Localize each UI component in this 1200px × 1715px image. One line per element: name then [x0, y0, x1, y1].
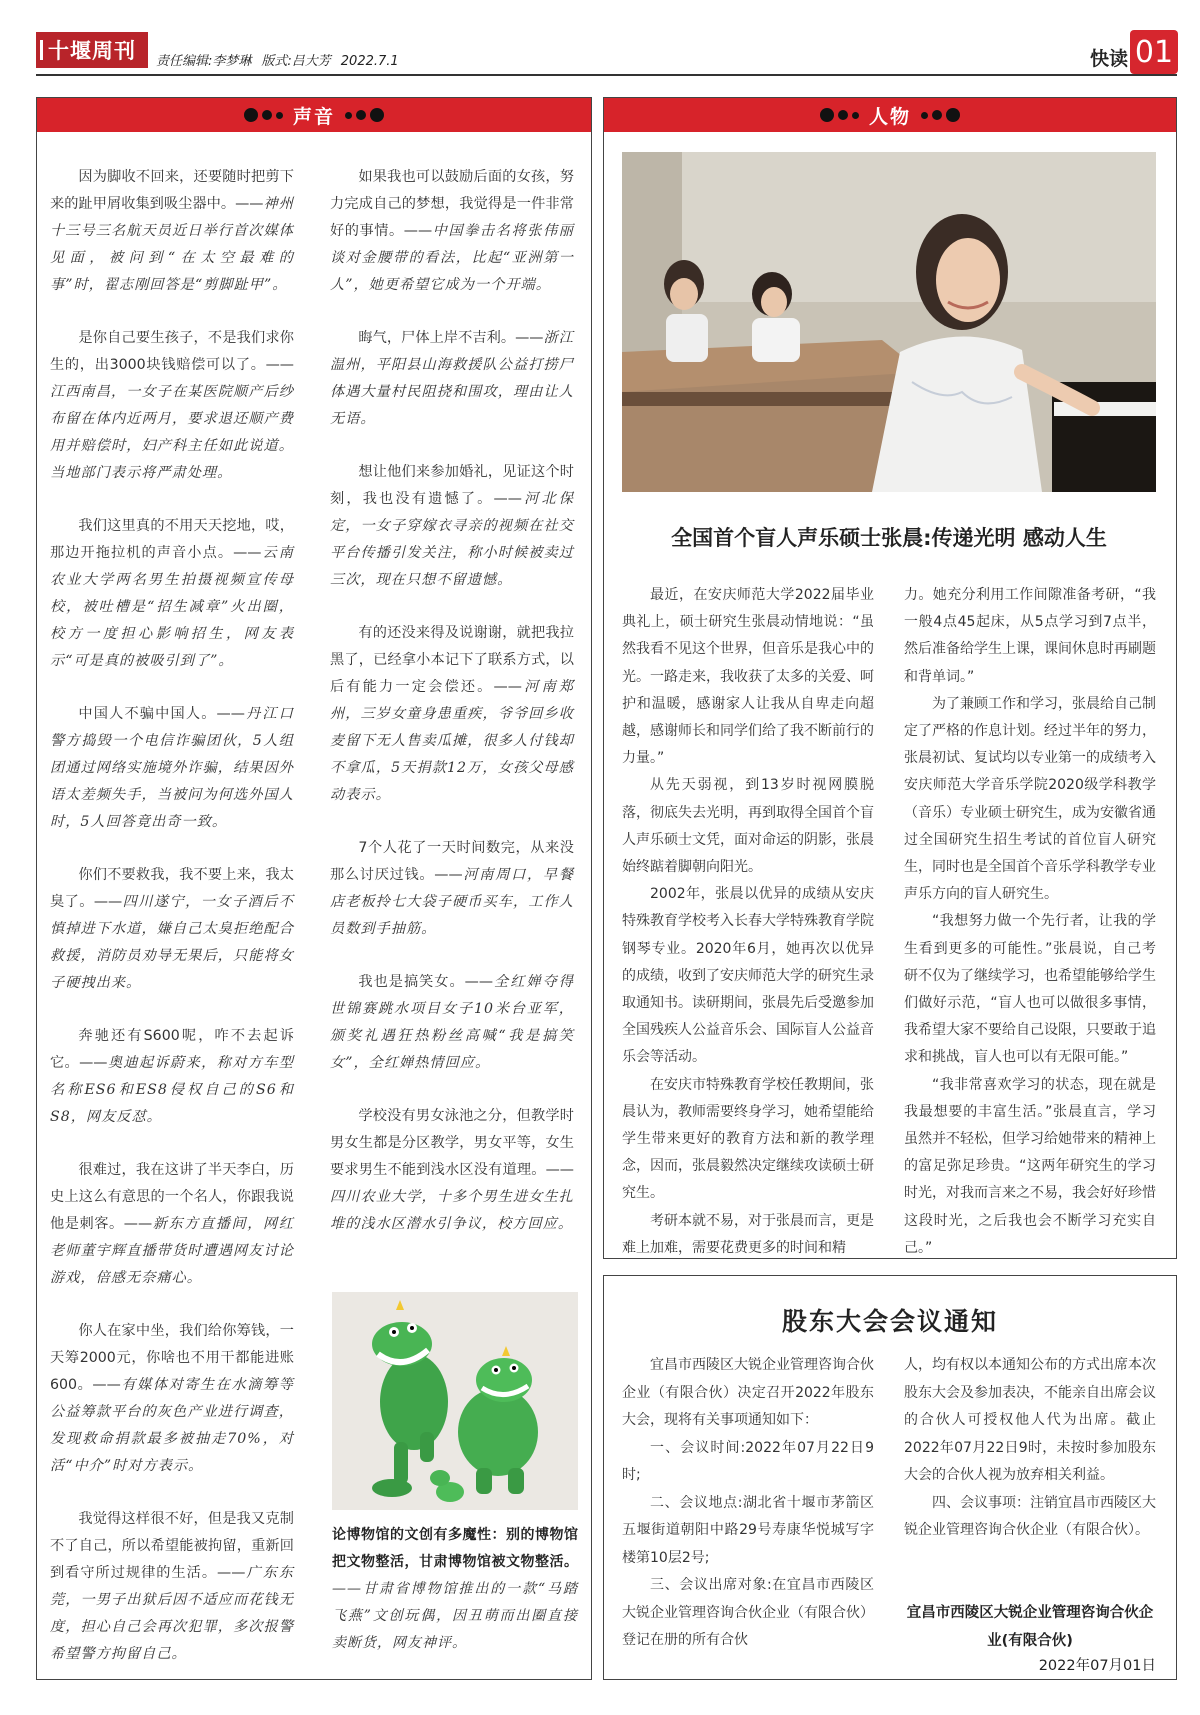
paragraph: 为了兼顾工作和学习，张晨给自己制定了严格的作息计划。经过半年的努力，张晨初试、复试均以专业第一的成绩考入安庆师范大学音乐学院2020级学科教学（音乐）专业硕士研究生，成为安徽省通过全国研究生招生考试的首位盲人研究生，同时也是全国首个音乐学科教学专业声乐方向的盲人研究生。	[904, 695, 1156, 903]
voice-item	[50, 1506, 294, 1668]
classroom-piano-illustration	[622, 152, 1156, 492]
voice-source: 河南郑州，三岁女童身患重疾，爷爷回乡收麦留下无人售卖瓜摊，很多人付钱却不拿瓜，5天捐款12万，女孩父母感动表示。	[330, 679, 574, 803]
voice-item	[50, 325, 294, 487]
voice-source: 中国拳击名将张伟丽谈对金腰带的看法，比起“亚洲第一人”，她更希望它成为一个开端。	[330, 223, 574, 293]
voice-quote: 你们不要救我，我不要上来，我太臭了。——	[50, 867, 294, 910]
paragraph: 考研本就不易，对于张晨而言，更是难上加难，需要花费更多的时间和精	[622, 1212, 874, 1256]
person-headline: 全国首个盲人声乐硕士张晨:传递光明 感动人生	[671, 526, 1107, 550]
voice-quote: 晦气，尸体上岸不吉利。——	[358, 330, 544, 346]
voice-quote: 如果我也可以鼓励后面的女孩，努力完成自己的梦想，我觉得是一件非常好的事情。——	[330, 169, 574, 239]
notice-title: 股东大会会议通知	[781, 1307, 998, 1336]
voice-source: 新东方直播间，网红老师董宇辉直播带货时遭遇网友讨论游戏，倍感无奈痛心。	[50, 1216, 294, 1286]
paragraph: “我非常喜欢学习的状态，现在就是我最想要的丰富生活。”张晨直言，学习虽然并不轻松，但学习给她带来的精神上的富足弥足珍贵。“这两年研究生的学习时光，对我而言来之不易，我会好好珍惜这段时光，之后我也会不断学习充实自己。”	[904, 1076, 1156, 1256]
voice-item	[50, 1023, 294, 1131]
page-number: 01	[1130, 30, 1178, 74]
caption-source: ——甘肃省博物馆推出的一款“马踏飞燕”文创玩偶，因丑萌而出圈直接卖断货，网友神评。	[332, 1581, 578, 1651]
voice-quote: 因为脚收不回来，还要随时把剪下来的趾甲屑收集到吸尘器中。——	[50, 169, 294, 212]
notice-left-column	[622, 1352, 874, 1655]
voice-item	[330, 1103, 574, 1238]
paragraph: 人，均有权以本通知公布的方式出席本次股东大会及参加表决，不能亲自出席会议的合伙人可授权他人代为出席。截止2022年07月22日9时，未按时参加股东大会的合伙人视为放弃相关利益。	[904, 1357, 1156, 1483]
notice-date: 2022年07月01日	[1038, 1658, 1156, 1674]
paragraph: “我想努力做一个先行者，让我的学生看到更多的可能性。”张晨说，自己考研不仅为了继续学习，也希望能够给学生们做好示范，“盲人也可以做很多事情，我希望大家不要给自己设限，只要敢于追求和挑战，盲人也可以有无限可能。”	[904, 913, 1156, 1066]
voice-item	[330, 835, 574, 943]
dinosaur-caption	[332, 1522, 578, 1657]
voice-item	[50, 701, 294, 836]
voices-title: 声音	[292, 105, 335, 128]
dinosaur-plush-illustration	[332, 1292, 578, 1510]
paragraph: 最近，在安庆师范大学2022届毕业典礼上，硕士研究生张晨动情地说：“虽然我看不见这个世界，但音乐是我心中的光。一路走来，我收获了太多的关爱、呵护和温暖，感谢家人让我从自卑走向超越，感谢师长和同学们给了我不断前行的力量。”	[622, 587, 874, 767]
paragraph: 力。她充分利用工作间隙准备考研，“我一般4点45起床，从5点学习到7点半，然后准备给学生上课，课间休息时再刷题和背单词。”	[904, 587, 1156, 685]
voice-source: 江西南昌，一女子在某医院顺产后纱布留在体内近两月，要求退还顺产费用并赔偿时，妇产科主任如此说道。当地部门表示将严肃处理。	[50, 384, 294, 481]
paragraph: 2002年，张晨以优异的成绩从安庆特殊教育学校考入长春大学特殊教育学院钢琴专业。2020年6月，她再次以优异的成绩，收到了安庆师范大学的研究生录取通知书。读研期间，张晨先后受邀参加全国残疾人公益音乐会、国际盲人公益音乐会等活动。	[622, 886, 874, 1066]
editor-line: 责任编辑:李梦琳 版式:吕大芳 2022.7.1	[156, 54, 399, 69]
person-title: 人物	[868, 105, 911, 128]
voice-source: 全红婵夺得世锦赛跳水项目女子10米台亚军，颁奖礼遇狂热粉丝高喊“我是搞笑女”，全红婵热情回应。	[330, 974, 574, 1071]
notice-signer: 宜昌市西陵区大锐企业管理咨询合伙企业(有限合伙)	[906, 1605, 1154, 1649]
voice-source: 广东东莞，一男子出狱后因不适应而花钱无度，担心自己会再次犯罪，多次报警希望警方拘留自己。	[50, 1565, 294, 1662]
voice-item	[50, 513, 294, 675]
voice-quote: 奔驰还有S600呢，咋不去起诉它。——	[50, 1028, 294, 1071]
person-band	[604, 98, 1176, 132]
paragraph: 在安庆市特殊教育学校任教期间，张晨认为，教师需要终身学习，她希望能给学生带来更好的教育方法和新的教学理念，因而，张晨毅然决定继续攻读硕士研究生。	[622, 1076, 874, 1202]
voice-quote: 学校没有男女泳池之分，但教学时男女生都是分区教学，男女平等，女生要求男生不能到浅水区没有道理。——	[330, 1108, 574, 1178]
voice-source: 有媒体对寄生在水滴筹等公益筹款平台的灰色产业进行调查，发现救命捐款最多被抽走70%，对活“中介”时对方表示。	[50, 1377, 294, 1474]
voice-source: 神州十三号三名航天员近日举行首次媒体见面，被问到“在太空最难的事”时，翟志刚回答是“剪脚趾甲”。	[50, 196, 294, 293]
voice-item	[330, 969, 574, 1077]
dinosaur-plush-photo	[332, 1292, 578, 1510]
section-label: 快读	[1089, 48, 1128, 70]
header-rule	[36, 74, 1177, 76]
voice-item	[330, 325, 574, 433]
voice-quote: 中国人不骗中国人。——	[78, 706, 245, 722]
paragraph: 四、会议事项：注销宜昌市西陵区大锐企业管理咨询合伙企业（有限合伙）。	[904, 1494, 1156, 1538]
caption-headline: 论博物馆的文创有多魔性：别的博物馆把文物整活，甘肃博物馆被文物整活。	[332, 1527, 578, 1570]
paragraph: 宜昌市西陵区大锐企业管理咨询合伙企业（有限合伙）决定召开2022年股东大会，现将有关事项通知如下：	[622, 1357, 874, 1428]
voice-item	[50, 862, 294, 997]
voice-item	[50, 164, 294, 299]
zhang-chen-photo	[622, 152, 1156, 492]
voice-quote: 是你自己要生孩子，不是我们求你生的，出3000块钱赔偿可以了。——	[50, 330, 294, 373]
voice-item	[330, 164, 574, 299]
voice-quote: 想让他们来参加婚礼，见证这个时刻，我也没有遗憾了。——	[330, 464, 574, 507]
voice-source: 浙江温州，平阳县山海救援队公益打捞尸体遇大量村民阻挠和围攻，理由让人无语。	[330, 330, 574, 427]
paragraph: 从先天弱视，到13岁时视网膜脱落，彻底失去光明，再到取得全国首个盲人声乐硕士文凭，面对命运的阴影，张晨始终踮着脚朝向阳光。	[622, 777, 874, 876]
paragraph: 二、会议地点:湖北省十堰市茅箭区五堰街道朝阳中路29号寿康华悦城写字楼第10层2号;	[622, 1494, 874, 1566]
voice-source: 丹江口警方捣毁一个电信诈骗团伙，5人组团通过网络实施境外诈骗，结果因外语太差频失手，当被问为何选外国人时，5人回答竟出奇一致。	[50, 706, 294, 830]
voice-quote: 我们这里真的不用天天挖地，哎，那边开拖拉机的声音小点。——	[50, 518, 294, 561]
voice-source: 奥迪起诉蔚来，称对方车型名称ES6和ES8侵权自己的S6和S8，网友反怼。	[50, 1055, 294, 1125]
voice-quote: 你人在家中坐，我们给你筹钱，一天筹2000元，你啥也不用干都能进账600。——	[50, 1323, 294, 1393]
voices-right-column	[330, 164, 574, 1264]
voice-item	[50, 1318, 294, 1480]
voice-source: 云南农业大学两名男生拍摄视频宣传母校，被吐槽是“招生减章”火出圈，校方一度担心影响招生，网友表示“可是真的被吸引到了”。	[50, 545, 294, 669]
voice-quote: 我觉得这样很不好，但是我又克制不了自己，所以希望能被拘留，重新回到看守所过规律的生活。——	[50, 1511, 294, 1581]
voice-quote: 很难过，我在这讲了半天李白，历史上这么有意思的一个名人，你跟我说他是刺客。——	[50, 1162, 294, 1232]
voice-source: 河南周口，早餐店老板拎七大袋子硬币买车，工作人员数到手抽筋。	[330, 867, 574, 937]
voice-source: 四川农业大学，十多个男生进女生扎堆的浅水区潜水引争议，校方回应。	[330, 1189, 574, 1232]
person-left-column	[622, 582, 874, 1262]
paragraph: 一、会议时间:2022年07月22日9时;	[622, 1439, 874, 1483]
voice-item	[330, 459, 574, 594]
voice-source: 四川遂宁，一女子酒后不慎掉进下水道，嫌自己太臭拒绝配合救援，消防员劝导无果后，只能将女子硬拽出来。	[50, 894, 294, 991]
voices-band	[37, 98, 591, 132]
voice-item	[330, 620, 574, 809]
voice-source: 河北保定，一女子穿嫁衣寻亲的视频在社交平台传播引发关注，称小时候被卖过三次，现在只想不留遗憾。	[330, 491, 574, 588]
paragraph: 三、会议出席对象:在宜昌市西陵区大锐企业管理咨询合伙企业（有限合伙）登记在册的所有合伙	[622, 1577, 874, 1648]
voices-left-column	[50, 164, 294, 1694]
voice-quote: 7个人花了一天时间数完，从来没那么讨厌过钱。——	[330, 840, 574, 883]
voice-item	[50, 1157, 294, 1292]
voice-quote: 我也是搞笑女。——	[358, 974, 494, 990]
person-right-column	[904, 582, 1156, 1262]
voice-quote: 有的还没来得及说谢谢，就把我拉黑了，已经拿小本记下了联系方式，以后有能力一定会偿还。——	[330, 625, 574, 695]
masthead-logo: 十堰周刊	[36, 32, 148, 68]
notice-right-column	[904, 1352, 1156, 1545]
